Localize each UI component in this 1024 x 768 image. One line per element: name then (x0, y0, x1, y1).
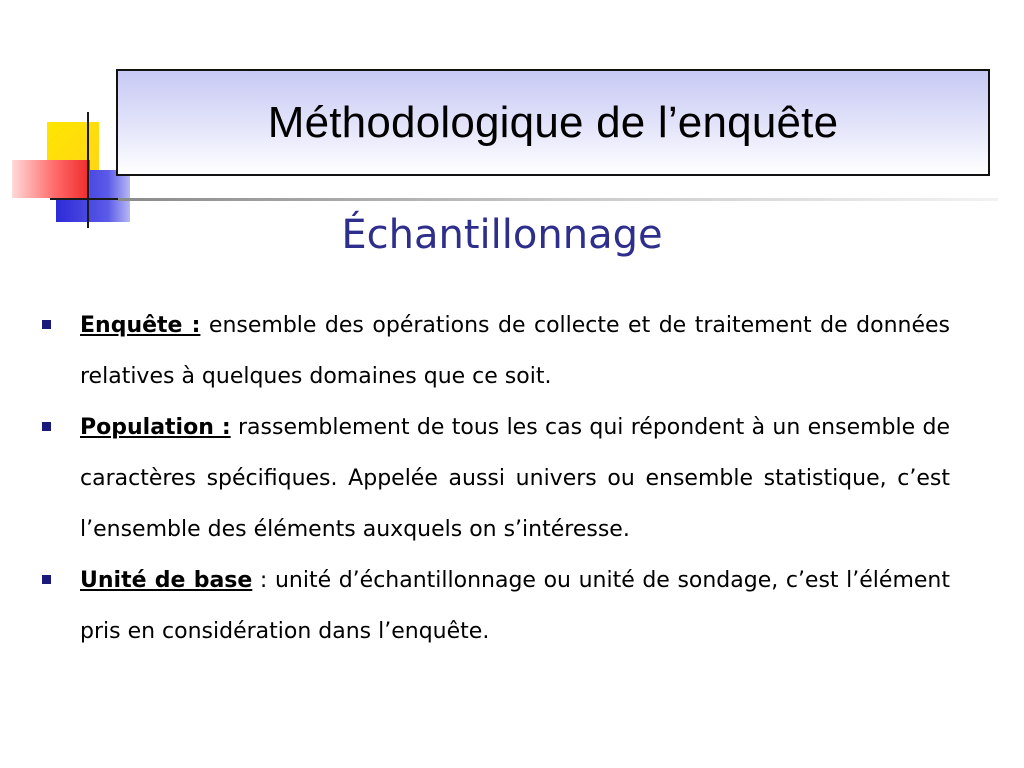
slide-title: Méthodologique de l’enquête (267, 97, 839, 147)
vertical-line-decoration (87, 112, 89, 228)
slide-subtitle: Échantillonnage (341, 212, 663, 258)
definition-text: : unité d’échantillonnage ou unité de sondage, c’est l’élément pris en considération dans l’enquête. (80, 568, 950, 644)
square-bullet-icon (42, 320, 51, 329)
list-item-text (80, 555, 950, 657)
list-item-text (80, 300, 950, 402)
square-bullet-icon (42, 575, 51, 584)
list-item (42, 300, 950, 402)
term-label: Enquête : (80, 313, 201, 338)
list-item-text (80, 402, 950, 555)
square-bullet-icon (42, 422, 51, 431)
term-label: Population : (80, 415, 231, 440)
list-item (42, 555, 950, 657)
list-item (42, 402, 950, 555)
bullet-list (42, 300, 950, 657)
title-box (116, 69, 990, 176)
red-square-decoration (12, 160, 90, 198)
term-label: Unité de base (80, 568, 253, 593)
definition-text: ensemble des opérations de collecte et de traitement de données relatives à quelques domaines que ce soit. (80, 313, 950, 389)
title-underline-decoration (118, 198, 998, 201)
definition-text: rassemblement de tous les cas qui répondent à un ensemble de caractères spécifiques. Appelée aussi univers ou ensemble statistique, c’est l’ensemble des éléments auxquels on s’intéresse. (80, 415, 950, 542)
